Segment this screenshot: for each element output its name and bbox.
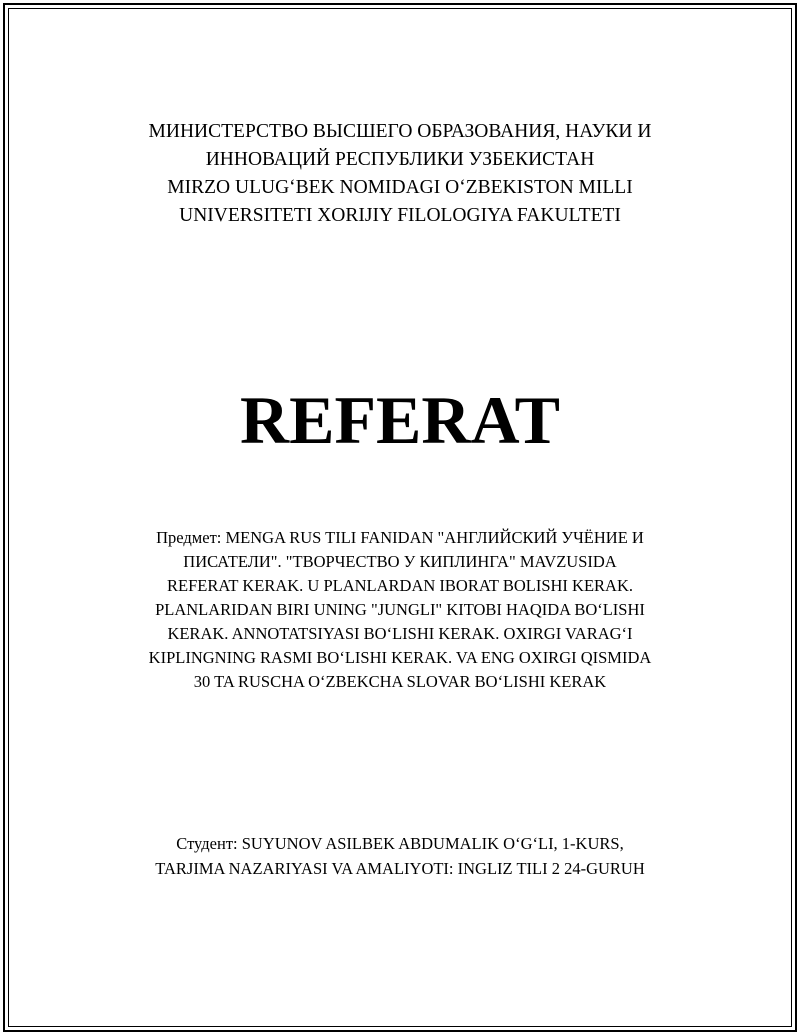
- subject-line: Предмет: MENGA RUS TILI FANIDAN "АНГЛИЙСКИЙ УЧЁНИЕ И: [156, 528, 644, 547]
- subject-line: REFERAT KERAK. U PLANLARDAN IBORAT BOLISHI KERAK.: [167, 576, 633, 595]
- header-line: UNIVERSITETI XORIJIY FILOLOGIYA FAKULTETI: [179, 205, 621, 226]
- header-line: ИННОВАЦИЙ РЕСПУБЛИКИ УЗБЕКИСТАН: [205, 149, 595, 170]
- subject-line: PLANLARIDAN BIRI UNING "JUNGLI" KITOBI HAQIDA BO‘LISHI: [155, 600, 645, 619]
- student-line: TARJIMA NAZARIYASI VA AMALIYOTI: INGLIZ TILI 2 24-GURUH: [155, 859, 645, 878]
- subject-line: KERAK. ANNOTATSIYASI BO‘LISHI KERAK. OXIRGI VARAG‘I: [167, 624, 633, 643]
- subject-description: [80, 526, 720, 694]
- student-info: [80, 831, 720, 881]
- document-title: REFERAT: [240, 382, 560, 458]
- header-line: МИНИСТЕРСТВО ВЫСШЕГО ОБРАЗОВАНИЯ, НАУКИ И: [148, 121, 652, 142]
- student-line: Студент: SUYUNOV ASILBEK ABDUMALIK O‘G‘LI, 1-KURS,: [176, 834, 624, 853]
- institution-header: [60, 118, 740, 230]
- subject-line: ПИСАТЕЛИ". "ТВОРЧЕСТВО У КИПЛИНГА" MAVZUSIDA: [183, 552, 617, 571]
- header-line: MIRZO ULUG‘BEK NOMIDAGI O‘ZBEKISTON MILLI: [167, 177, 633, 198]
- subject-line: KIPLINGNING RASMI BO‘LISHI KERAK. VA ENG OXIRGI QISMIDA: [148, 648, 652, 667]
- subject-line: 30 TA RUSCHA O‘ZBEKCHA SLOVAR BO‘LISHI KERAK: [193, 672, 607, 691]
